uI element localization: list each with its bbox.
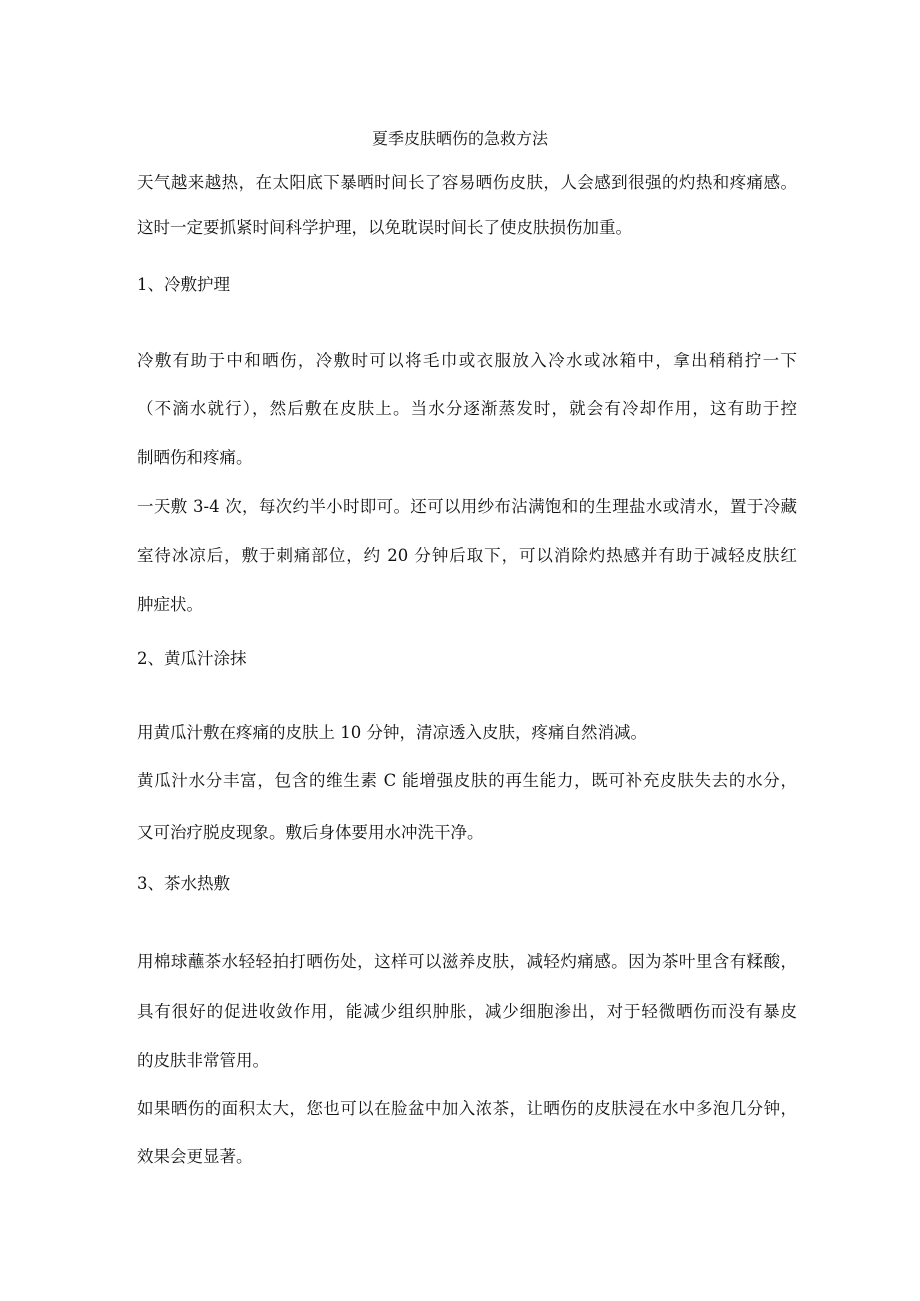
paragraph-line: 效果会更显著。 bbox=[137, 1147, 253, 1166]
paragraph-line: 天气越来越热，在太阳底下暴晒时间长了容易晒伤皮肤，人会感到很强的灼热和疼痛感。 bbox=[137, 173, 797, 192]
section-heading: 2、黄瓜汁涂抹 bbox=[137, 649, 247, 668]
paragraph-line: 又可治疗脱皮现象。敷后身体要用水冲洗干净。 bbox=[137, 823, 484, 842]
paragraph-line: 黄瓜汁水分丰富，包含的维生素 C 能增强皮肤的再生能力，既可补充皮肤失去的水分， bbox=[137, 771, 797, 790]
paragraph-line: 如果晒伤的面积太大，您也可以在脸盆中加入浓茶，让晒伤的皮肤浸在水中多泡几分钟， bbox=[137, 1099, 797, 1118]
paragraph-line: 用黄瓜汁敷在疼痛的皮肤上 10 分钟，清凉透入皮肤，疼痛自然消减。 bbox=[137, 723, 647, 742]
paragraph-line: 这时一定要抓紧时间科学护理，以免耽误时间长了使皮肤损伤加重。 bbox=[137, 218, 632, 237]
section-heading: 3、茶水热敷 bbox=[137, 874, 230, 893]
document-title: 夏季皮肤晒伤的急救方法 bbox=[371, 129, 548, 148]
paragraph-line: 用棉球蘸茶水轻轻拍打晒伤处，这样可以滋养皮肤，减轻灼痛感。因为茶叶里含有糅酸， bbox=[137, 952, 797, 971]
paragraph-line: 具有很好的促进收敛作用，能减少组织肿胀，减少细胞渗出，对于轻微晒伤而没有暴皮 bbox=[137, 1002, 797, 1021]
paragraph-line: （不滴水就行），然后敷在皮肤上。当水分逐渐蒸发时，就会有冷却作用，这有助于控 bbox=[137, 399, 797, 418]
paragraph-line: 制晒伤和疼痛。 bbox=[137, 448, 253, 467]
paragraph-line: 的皮肤非常管用。 bbox=[137, 1051, 269, 1070]
paragraph-line: 室待冰凉后，敷于刺痛部位，约 20 分钟后取下，可以消除灼热感并有助于减轻皮肤红 bbox=[137, 546, 797, 565]
paragraph-line: 肿症状。 bbox=[137, 595, 203, 614]
paragraph-line: 冷敷有助于中和晒伤，冷敷时可以将毛巾或衣服放入冷水或冰箱中，拿出稍稍拧一下 bbox=[137, 351, 797, 370]
section-heading: 1、冷敷护理 bbox=[137, 275, 230, 294]
paragraph-line: 一天敷 3-4 次，每次约半小时即可。还可以用纱布沾满饱和的生理盐水或清水，置于冷藏 bbox=[137, 497, 797, 516]
